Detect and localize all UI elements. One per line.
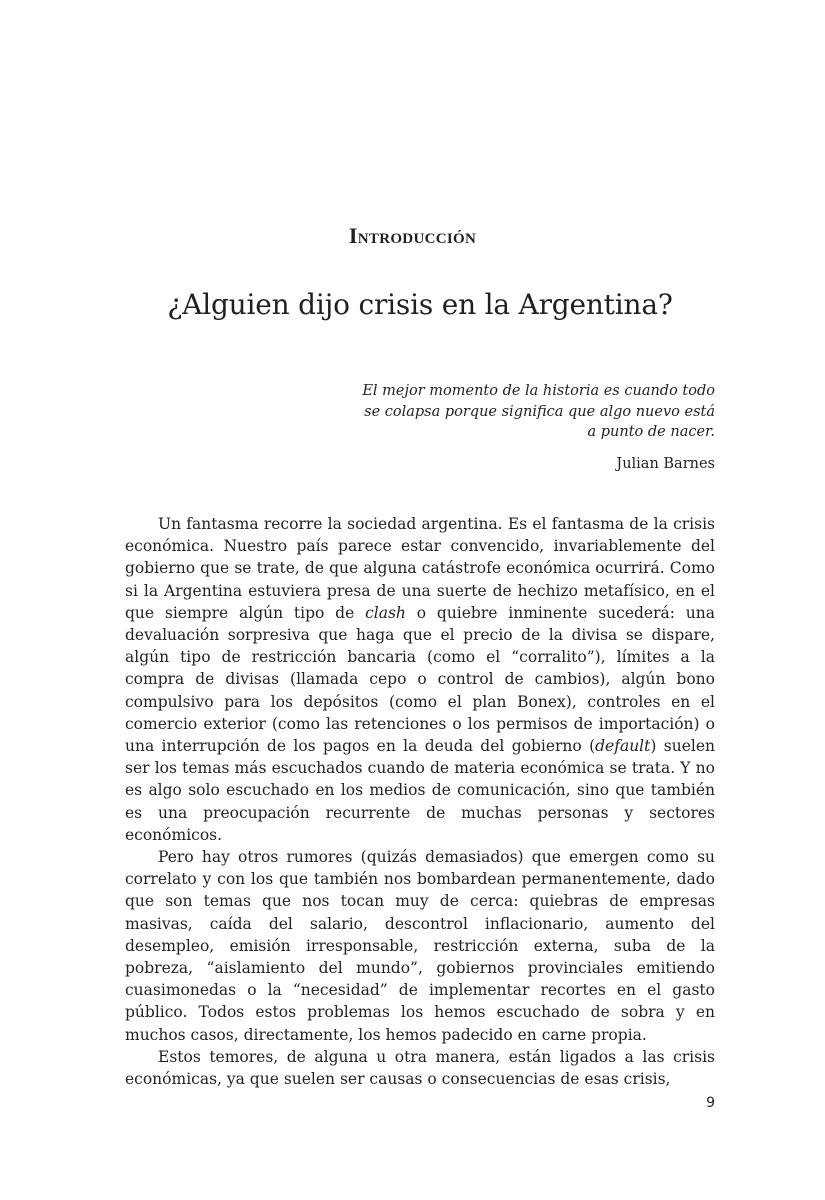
paragraph-1 bbox=[125, 513, 715, 846]
paragraph-1-text-b: o quiebre inminente sucederá: una devaluación sorpresiva que haga que el precio de la divisa se dispare, algún tipo de restricción bancaria (como el “corralito”), límites a la compra de divisas (llamada cepo o control de cambios), algún bono compulsivo para los depósitos (como el plan Bonex), controles en el comercio exterior (como las retenciones o los permisos de importación) o una interrupción de los pagos en la deuda del gobierno ( bbox=[125, 603, 715, 756]
body-text bbox=[125, 513, 715, 1090]
paragraph-1-emphasis-clash: clash bbox=[365, 603, 406, 622]
epigraph bbox=[360, 381, 715, 472]
page-number: 9 bbox=[706, 1095, 715, 1111]
paragraph-3: Estos temores, de alguna u otra manera, están ligados a las crisis económicas, ya que suelen ser causas o consecuencias de esas crisis, bbox=[125, 1047, 715, 1089]
chapter-label: Introducción bbox=[348, 223, 477, 248]
paragraph-1-emphasis-default: default bbox=[595, 737, 651, 756]
paragraph-1-text-a: Un fantasma recorre la sociedad argentina. Es el fantasma de la crisis económica. Nuestro país parece estar convencido, invariablemente del gobierno que se trate, de que alguna catástrofe económica ocurrirá. Como si la Argentina estuviera presa de una suerte de hechizo metafísico, en el que siempre algún tipo de bbox=[125, 515, 715, 622]
paragraph-1-text-c: ) suelen ser los temas más escuchados cuando de materia económica se trata. Y no es algo solo escuchado en los medios de comunicación, sino que también es una preocupación recurrente de muchas personas y sectores económicos. bbox=[125, 737, 715, 844]
epigraph-author: Julian Barnes bbox=[616, 455, 715, 472]
paragraph-2: Pero hay otros rumores (quizás demasiados) que emergen como su correlato y con los que también nos bombardean permanentemente, dado que son temas que nos tocan muy de cerca: quiebras de empresas masivas, caída del salario, descontrol inflacionario, aumento del desempleo, emisión irresponsable, restricción externa, suba de la pobreza, “aislamiento del mundo”, gobiernos provinciales emitiendo cuasimonedas o la “necesidad” de implementar recortes en el gasto público. Todos estos problemas los hemos escuchado de sobra y en muchos casos, directamente, los hemos padecido en carne propia. bbox=[125, 848, 715, 1044]
epigraph-quote: El mejor momento de la historia es cuando todo se colapsa porque significa que algo nuevo está a punto de nacer. bbox=[362, 383, 715, 440]
chapter-title: ¿Alguien dijo crisis en la Argentina? bbox=[167, 288, 673, 321]
